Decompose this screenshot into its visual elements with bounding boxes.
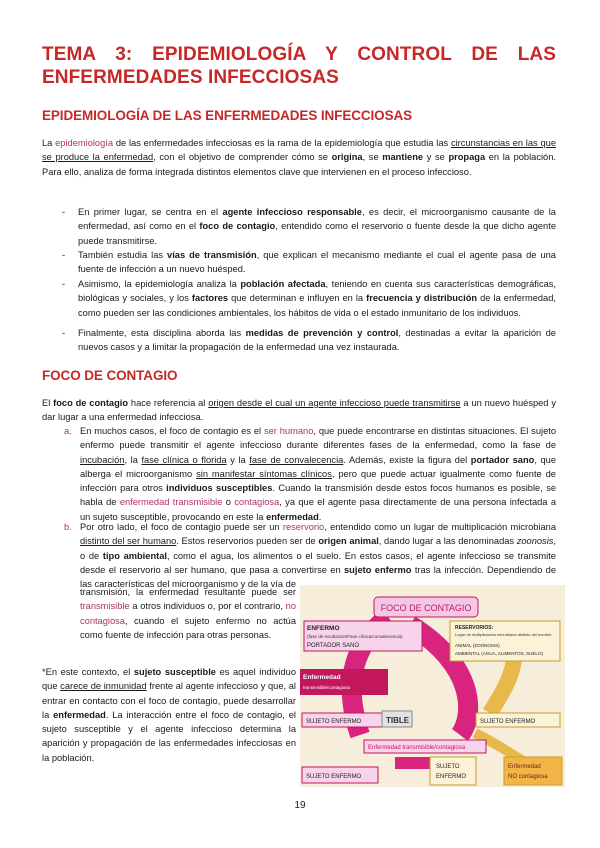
enf-trans-sub: transmisible/contagiosa — [303, 685, 351, 690]
bullet-item-poblacion: - Asimismo, la epidemiología analiza la población afectada, teniendo en cuenta sus características demográficas, biológicas y sociales, y los factores que determinan e influyen en la frecuencia y distribución de la enfermedad, como pueden ser las condiciones ambientales, los hábitos de vida o el estado inmunitario de los individuos. — [62, 279, 556, 318]
diagram-canvas — [300, 585, 565, 787]
fases-label: (fase de incubación/Fase clínica/convalecencia) — [307, 634, 403, 639]
enf-trans-label: Enfermedad — [303, 674, 341, 681]
page-number: 19 — [294, 800, 306, 811]
bullet-item-agente: - En primer lugar, se centra en el agente infeccioso responsable, es decir, el microorganismo causante de la enfermedad, así como en el foco de contagio, entendido como el reservorio o fuente desde la que dicho agente puede transmitirse. — [62, 207, 556, 246]
enf-no-label: Enfermedad — [508, 764, 541, 770]
enf-trans-box — [300, 669, 388, 695]
bullet-item-vias: - También estudia las vías de transmisión, que explican el mecanismo mediante el cual el agente pasa de una fuente de infección a un nuevo huésped. — [62, 250, 556, 275]
list-marker-b: b. — [64, 522, 72, 532]
sujeto-enfermo-label-2: SUJETO ENFERMO — [480, 719, 536, 725]
list-item-b-continuation: transmisión, la enfermedad resultante puede ser transmisible a otros individuos o, por el contrario, no contagiosa, cuando el sujeto enfermo no actúa como fuente de infección para otras personas. — [80, 587, 296, 640]
sujeto-label-4: SUJETO — [436, 764, 460, 770]
page-title: TEMA 3: EPIDEMIOLOGÍA Y CONTROL DE LAS ENFERMEDADES INFECCIOSAS — [42, 44, 556, 88]
no-contagiosa-label: NO contagiosa — [508, 774, 548, 780]
enfermo-label: ENFERMO — [307, 625, 340, 632]
sujeto-enfermo-label-3: SUJETO ENFERMO — [306, 774, 362, 780]
enfermo-label-4: ENFERMO — [436, 774, 466, 780]
animal-label: ANIMAL (ZOONOSIS) — [455, 643, 500, 648]
list-item-a: a. En muchos casos, el foco de contagio es el ser humano, que puede encontrarse en distintas situaciones. El sujeto enfermo puede transmitir el agente infeccioso durante diferentes fases de la enfermedad, como la fase de incubación, la fase clínica o florida y la fase de convalecencia. Además, existe la figura del portador sano, que alberga el microorganismo sin manifestar síntomas clínicos, pero que puede actuar igualmente como fuente de infección para otros individuos susceptibles. Cuando la transmisión desde estos focos humanos es posible, se habla de enfermedad transmisible o contagiosa, ya que el agente pasa directamente de una persona infectada a un sujeto susceptible, provocando en este la enfermedad. — [64, 426, 557, 522]
intro-paragraph: La epidemiología de las enfermedades infecciosas es la rama de la epidemiología que estudia las circunstancias en las que se produce la enfermedad, con el objetivo de comprender cómo se origina, se mantiene y se propaga en la población. Para ello, analiza de forma integrada distintos elementos clave que intervienen en el proceso infeccioso. — [42, 138, 556, 177]
portador-label: PORTADOR SANO — [307, 643, 360, 649]
enf-trans-label-2: Enfermedad transmisible/contagiosa — [368, 745, 466, 751]
foco-intro-paragraph: El foco de contagio hace referencia al origen desde el cual un agente infeccioso puede transmitirse a un nuevo huésped y dar lugar a una enfermedad infecciosa. — [42, 398, 556, 423]
bullet-marker: - — [62, 279, 66, 289]
reservorios-head: RESERVORIOS: — [455, 625, 494, 631]
section-heading-foco: FOCO DE CONTAGIO — [42, 368, 178, 383]
bullet-marker: - — [62, 328, 66, 338]
reservorios-text: Lugar de multiplicación microbiana distinto del hombre — [455, 632, 552, 637]
foco-contagio-diagram — [300, 585, 565, 787]
tible-label: TIBLE — [386, 716, 410, 725]
no-contagiosa-box — [504, 757, 562, 785]
bullet-marker: - — [62, 250, 66, 260]
sujeto-enfermo-label-1: SUJETO ENFERMO — [306, 719, 362, 725]
bullet-item-medidas: - Finalmente, esta disciplina aborda las medidas de prevención y control, destinadas a evitar la aparición de nuevos casos y a limitar la propagación de la enfermedad una vez instaurada. — [62, 328, 556, 353]
ambiental-label: AMBIENTAL (AGUA, ALIMENTOS, SUELO) — [455, 651, 543, 656]
list-item-b: b. Por otro lado, el foco de contagio puede ser un reservorio, entendido como un lugar de multiplicación microbiana distinto del ser humano. Estos reservorios pueden ser de origen animal, dando lugar a las denominadas zoonosis, o de tipo ambiental, como el agua, los alimentos o el suelo. En estos casos, el agente infeccioso se transmite desde el reservorio al ser humano, que pasa a convertirse en sujeto enfermo tras la infección. Dependiendo de las características del microorganismo y de la vía de — [64, 522, 557, 590]
bullet-marker: - — [62, 207, 66, 217]
diagram-title: FOCO DE CONTAGIO — [380, 603, 472, 613]
list-marker-a: a. — [64, 426, 72, 436]
sujeto-enfermo-box-4 — [430, 757, 476, 785]
section-heading-epidemiologia: EPIDEMIOLOGÍA DE LAS ENFERMEDADES INFECCIOSAS — [42, 108, 413, 123]
note-paragraph: *En este contexto, el sujeto susceptible es aquel individuo que carece de inmunidad frente al agente infeccioso y que, al entrar en contacto con el foco de contagio, puede desarrollar la enfermedad. La interacción entre el foco de contagio, el sujeto susceptible y el agente infeccioso determina la aparición y propagación de las enfermedades infecciosas en la población. — [42, 667, 296, 763]
